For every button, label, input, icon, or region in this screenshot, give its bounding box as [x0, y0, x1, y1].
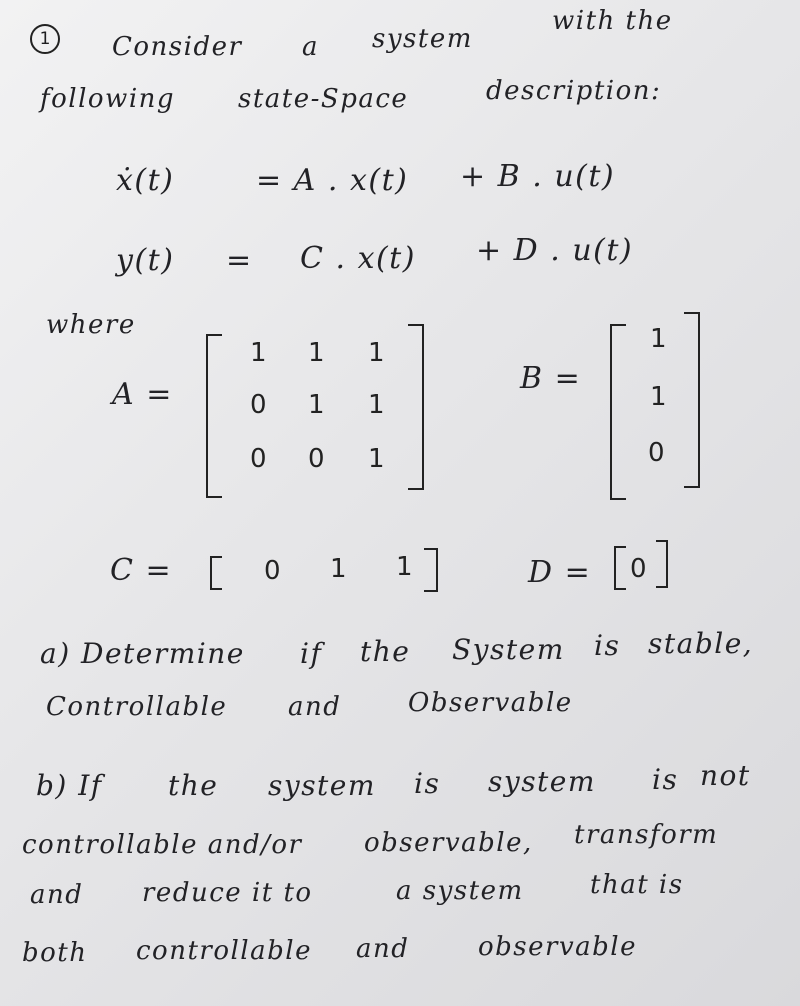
part-b-text: is [652, 763, 679, 796]
matrix-d-cell: 0 [630, 554, 647, 584]
matrix-b-left-bracket [610, 324, 626, 500]
part-b-text: transform [574, 820, 719, 850]
matrix-d-left-bracket [614, 546, 626, 590]
matrix-a-cell: 1 [368, 390, 385, 420]
intro-word: a [302, 32, 320, 62]
matrix-a-right-bracket [408, 324, 424, 490]
part-b-text: is [414, 767, 441, 800]
state-equation-lhs: ẋ(t) [116, 163, 175, 198]
where-label: where [46, 310, 136, 340]
matrix-c-label: C = [110, 553, 173, 588]
part-a-text: a) Determine [40, 637, 245, 670]
part-a-text: System [452, 633, 565, 666]
matrix-a-left-bracket [206, 334, 222, 498]
part-b-text: not [700, 759, 751, 792]
part-b-text: system [488, 765, 596, 798]
output-equation-equals: = [226, 243, 253, 278]
part-a-text: stable, [648, 627, 754, 660]
part-b-text: reduce it to [142, 878, 313, 908]
intro-word: description: [486, 76, 662, 106]
part-b-text: observable [478, 932, 637, 962]
intro-word: Consider [112, 32, 243, 62]
matrix-a-cell: 1 [308, 338, 325, 368]
state-equation-rhs2: + B . u(t) [460, 159, 616, 194]
intro-word: system [372, 24, 473, 54]
intro-word: with the [552, 6, 673, 36]
part-a-text: if [300, 637, 323, 670]
part-b-text: the [168, 769, 219, 802]
matrix-a-cell: 1 [368, 338, 385, 368]
part-b-text: b) If [36, 769, 103, 802]
part-b-text: system [268, 769, 376, 802]
matrix-c-cell: 0 [264, 556, 281, 586]
part-b-text: that is [590, 870, 684, 900]
matrix-b-cell: 1 [650, 382, 667, 412]
part-b-text: observable, [364, 828, 533, 858]
part-b-text: and [30, 880, 84, 910]
part-b-text: and [356, 934, 410, 964]
part-a-text: Observable [408, 688, 573, 718]
state-equation-rhs1: = A . x(t) [256, 163, 409, 198]
matrix-c-cell: 1 [330, 554, 347, 584]
matrix-c-cell: 1 [396, 552, 413, 582]
output-equation-lhs: y(t) [116, 243, 175, 278]
matrix-d-label: D = [528, 555, 592, 590]
part-b-text: a system [396, 876, 524, 906]
matrix-a-cell: 1 [250, 338, 267, 368]
part-a-text: the [360, 635, 411, 668]
matrix-a-cell: 0 [250, 390, 267, 420]
part-a-text: is [594, 629, 621, 662]
matrix-b-label: B = [520, 361, 582, 396]
matrix-c-right-bracket [424, 548, 438, 592]
matrix-d-right-bracket [656, 540, 668, 588]
matrix-c-left-bracket [210, 556, 222, 590]
matrix-a-cell: 0 [250, 444, 267, 474]
part-b-text: controllable [136, 936, 312, 966]
part-b-text: controllable and/or [22, 830, 303, 860]
matrix-a-cell: 1 [368, 444, 385, 474]
part-a-text: and [288, 692, 342, 722]
part-a-text: Controllable [46, 692, 228, 722]
matrix-b-cell: 1 [650, 324, 667, 354]
intro-word: following [40, 84, 176, 114]
problem-number: 1 [30, 24, 60, 54]
output-equation-rhs1: C . x(t) [300, 241, 416, 276]
matrix-b-right-bracket [684, 312, 700, 488]
part-b-text: both [22, 938, 88, 968]
matrix-a-cell: 1 [308, 390, 325, 420]
matrix-a-cell: 0 [308, 444, 325, 474]
output-equation-rhs2: + D . u(t) [476, 233, 634, 268]
matrix-a-label: A = [112, 377, 173, 412]
matrix-b-cell: 0 [648, 438, 665, 468]
intro-word: state-Space [238, 84, 409, 114]
